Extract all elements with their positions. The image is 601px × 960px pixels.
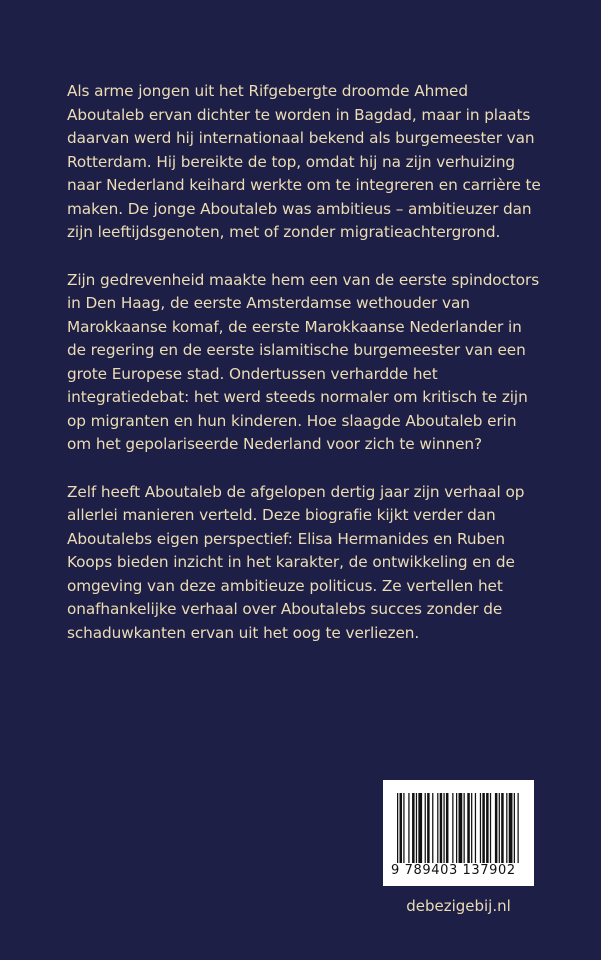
barcode-bar [506,793,507,863]
barcode-bar [509,793,513,863]
blurb-paragraph-2: Zijn gedrevenheid maakte hem een van de eerste spindoctors in Den Haag, de eerste Amsterdamse wethouder van Marokkaanse komaf, de eerste Marokkaanse Nederlander in de regering en de eerste islamitische burgemeester van een grote Europese stad. Ondertussen verhardde het integratiedebat: het werd steeds normaler om kritisch te zijn op migranten en hun kinderen. Hoe slaagde Aboutaleb erin om het gepolariseerde Nederland voor zich te winnen? [67,270,540,453]
blurb-paragraph-3: Zelf heeft Aboutaleb de afgelopen dertig jaar zijn verhaal op allerlei manieren verteld. Deze biografie kijkt verder dan Aboutalebs eigen perspectief: Elisa Hermanides en Ruben Koops bieden inzicht in het karakter, de ontwikkeling en de omgeving van deze ambitieuze politicus. Ze vertellen het onafhankelijke verhaal over Aboutalebs succes zonder de schaduwkanten ervan uit het oog te verliezen. [67,482,525,642]
blurb-text [67,80,543,669]
barcode-bar [495,793,498,863]
barcode-bar [514,793,515,863]
barcode-bars [397,793,520,863]
barcode-bar [408,793,409,863]
barcode-bar [452,793,453,863]
barcode-bar [490,793,491,863]
barcode-bar [499,793,500,863]
barcode-bar [418,793,422,863]
barcode-bar [517,793,518,863]
barcode-bar [437,793,438,863]
barcode-bar [432,793,433,863]
barcode-bar [412,793,415,863]
barcode-bar [416,793,417,863]
barcode-bar [403,793,404,863]
barcode-bar [443,793,444,863]
barcode-bar [456,793,457,863]
isbn-barcode [383,780,534,886]
barcode-bar [446,793,449,863]
barcode-bar [486,793,489,863]
blurb-paragraph-1: Als arme jongen uit het Rifgebergte droomde Ahmed Aboutaleb ervan dichter te worden in Bagdad, maar in plaats daarvan werd hij internationaal bekend als burgemeester van Rotterdam. Hij bereikte de top, omdat hij na zijn verhuizing naar Nederland keihard werkte om te integreren en carrière te maken. De jonge Aboutaleb was ambitieus – ambitieuzer dan zijn leeftijdsgenoten, met of zonder migratieachtergrond. [67,82,541,241]
barcode-bar [440,793,443,863]
barcode-bar [475,793,476,863]
barcode-bar [427,793,430,863]
barcode-bar [464,793,465,863]
barcode-bar [471,793,472,863]
barcode-bar [459,793,463,863]
barcode-bar [467,793,470,863]
barcode-bar [397,793,398,863]
publisher-url: debezigebij.nl [406,897,511,915]
barcode-bar [482,793,485,863]
barcode-bar [400,793,403,863]
isbn-number: 9 789403 137902 [391,863,516,878]
barcode-bar [501,793,504,863]
barcode-bar [480,793,481,863]
barcode-bar [425,793,426,863]
